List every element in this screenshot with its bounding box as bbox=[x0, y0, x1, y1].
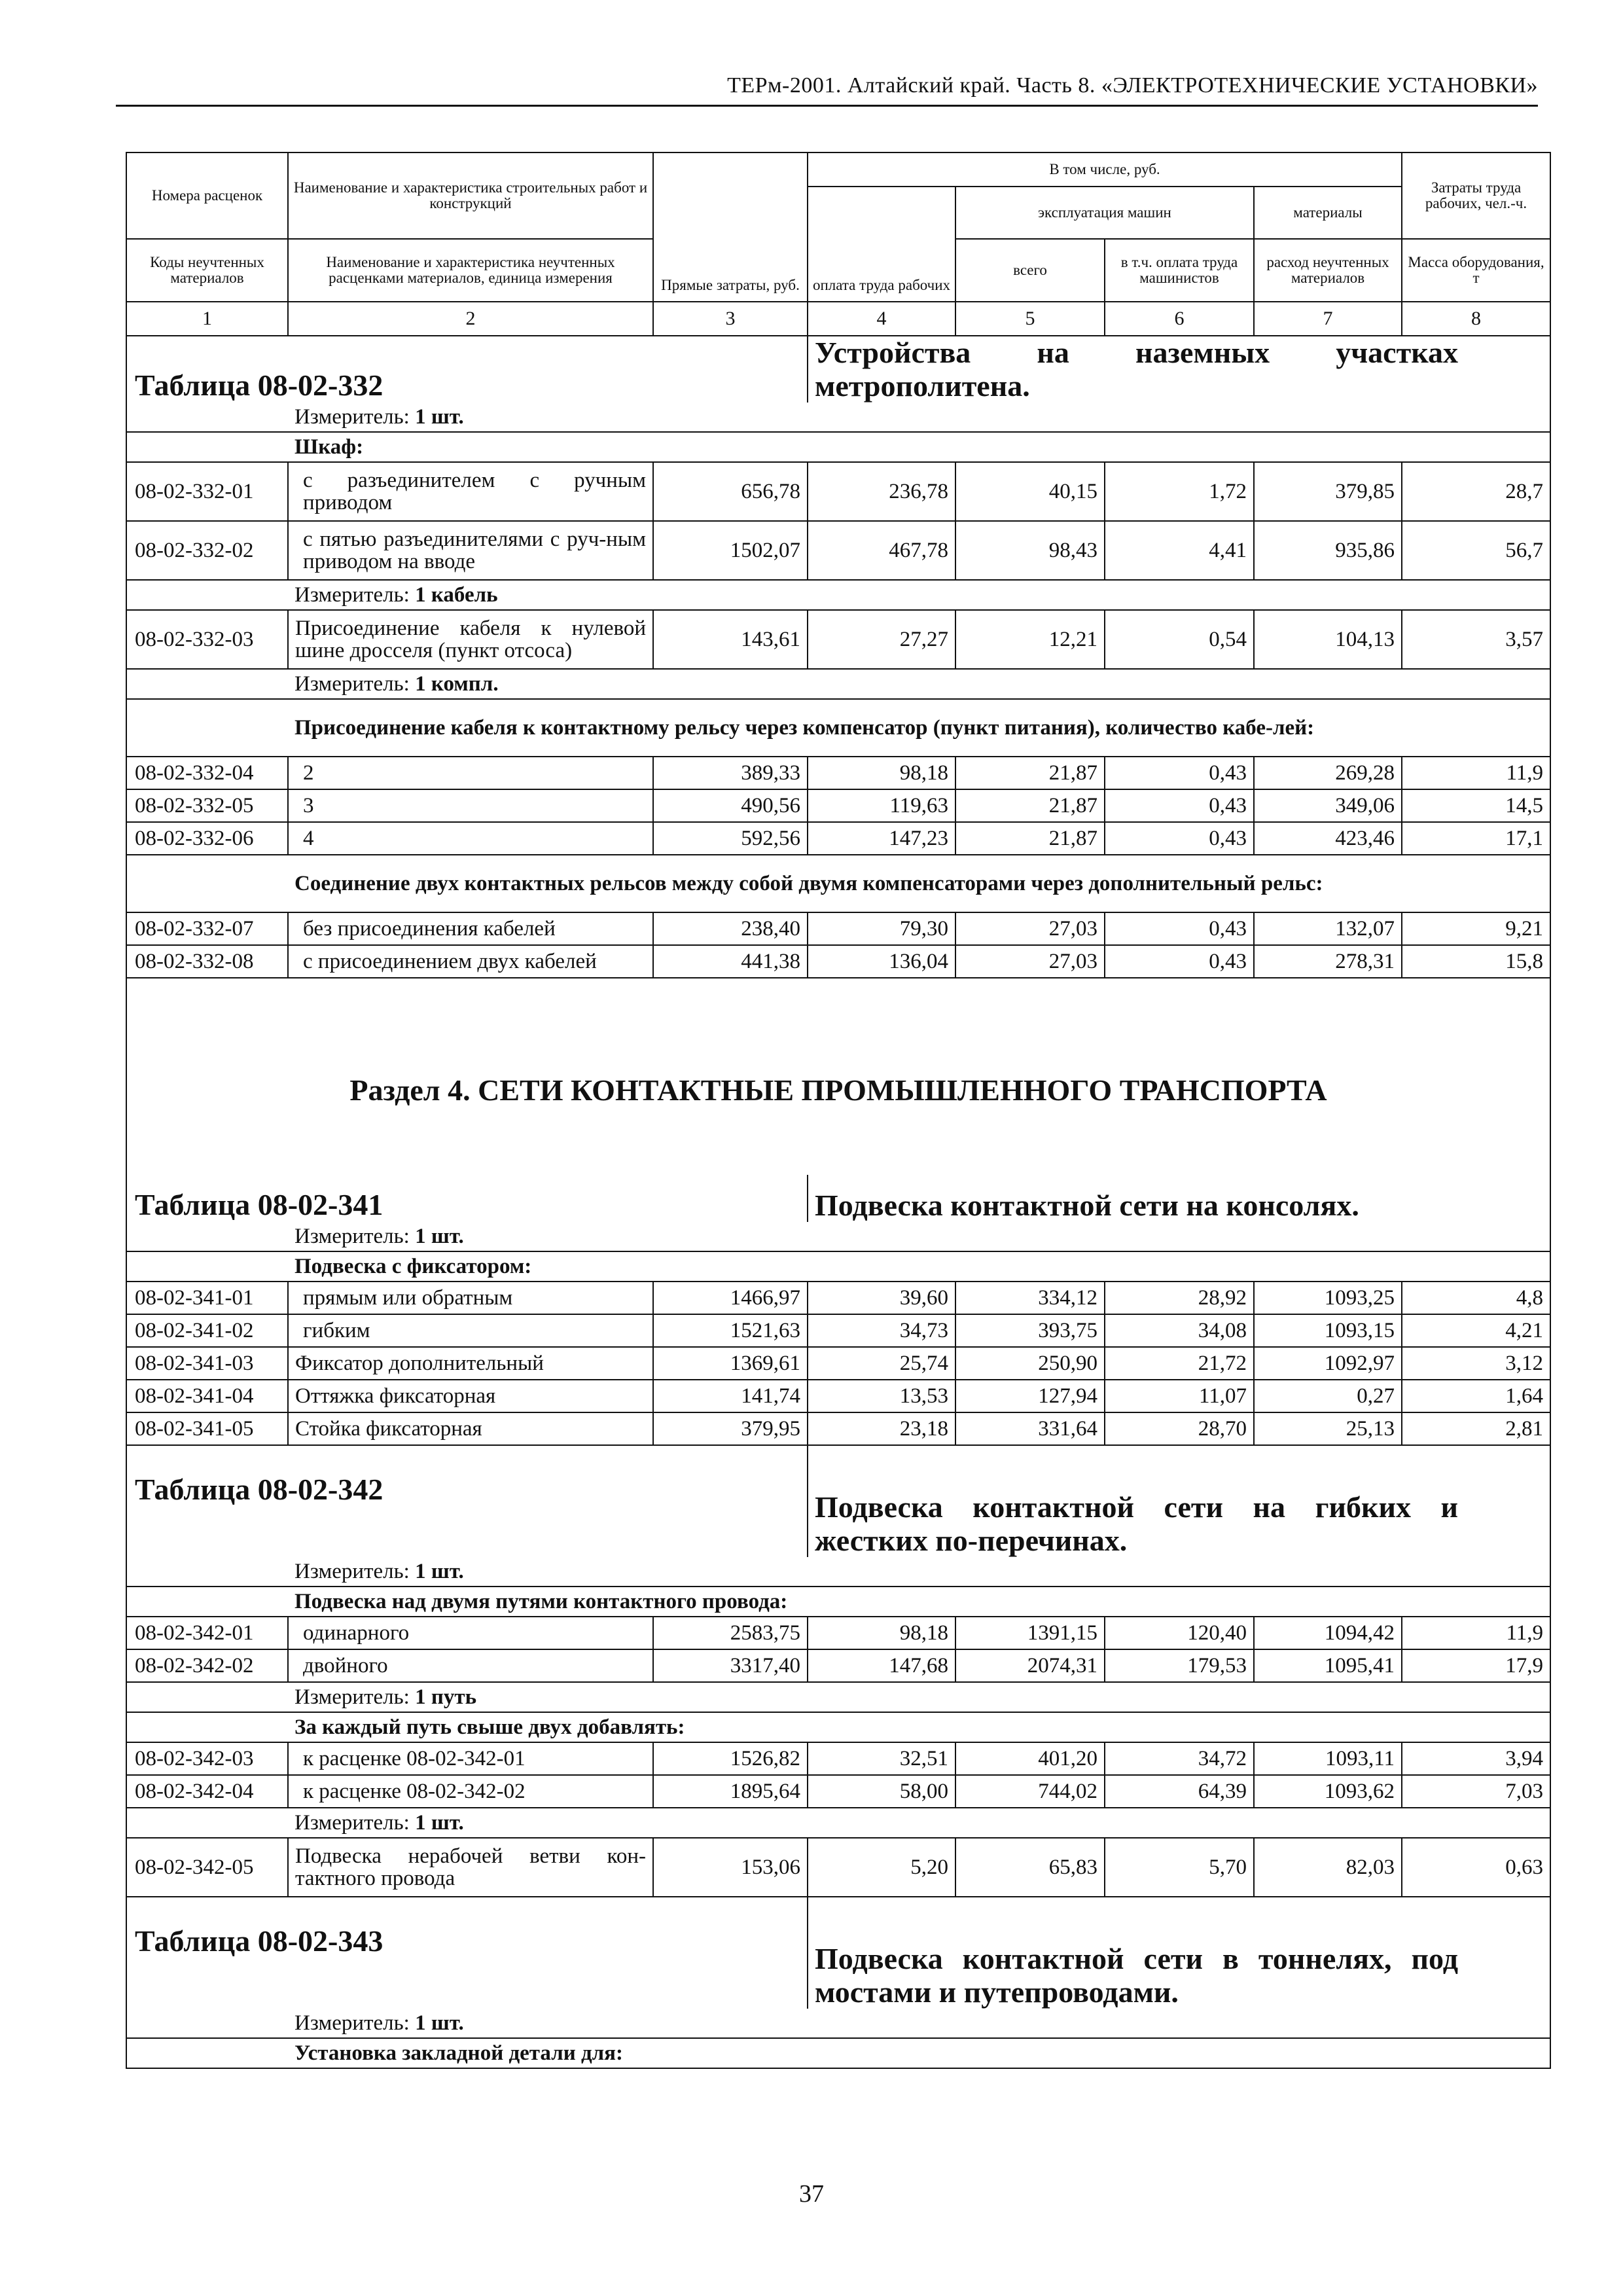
table-row bbox=[126, 610, 1550, 669]
rate-name: 4 bbox=[288, 822, 653, 855]
direct-costs: 1526,82 bbox=[653, 1742, 808, 1775]
machines-total: 98,43 bbox=[955, 521, 1105, 580]
measure-label: Измеритель: bbox=[294, 583, 410, 607]
machines-total: 401,20 bbox=[955, 1742, 1105, 1775]
rate-code: 08-02-332-07 bbox=[126, 912, 288, 945]
labor-costs: 17,1 bbox=[1402, 822, 1550, 855]
machinists-pay: 0,43 bbox=[1105, 822, 1254, 855]
rate-code: 08-02-332-05 bbox=[126, 789, 288, 822]
labor-costs: 56,7 bbox=[1402, 521, 1550, 580]
table-name: Подвеска контактной сети в тоннелях, под мостами и путепроводами. bbox=[808, 1897, 1550, 2009]
table-row bbox=[126, 1380, 1550, 1412]
rate-code: 08-02-342-03 bbox=[126, 1742, 288, 1775]
machinists-pay: 64,39 bbox=[1105, 1775, 1254, 1808]
col-header-machines: эксплуатация машин bbox=[955, 187, 1254, 239]
materials: 1093,11 bbox=[1254, 1742, 1402, 1775]
table-row bbox=[126, 822, 1550, 855]
labor-costs: 1,64 bbox=[1402, 1380, 1550, 1412]
machinists-pay: 0,54 bbox=[1105, 610, 1254, 669]
direct-costs: 389,33 bbox=[653, 757, 808, 789]
col-header-mat-usage: расход неучтенных материалов bbox=[1254, 239, 1402, 302]
page-number: 37 bbox=[799, 2180, 824, 2208]
machinists-pay: 28,70 bbox=[1105, 1412, 1254, 1445]
group-heading: Присоединение кабеля к контактному рельсу через компенсатор (пункт питания), количество кабе-лей: bbox=[288, 699, 1550, 757]
rate-code: 08-02-342-04 bbox=[126, 1775, 288, 1808]
labor-costs: 7,03 bbox=[1402, 1775, 1550, 1808]
labor-costs: 17,9 bbox=[1402, 1649, 1550, 1682]
labor-costs: 3,57 bbox=[1402, 610, 1550, 669]
labor-pay: 467,78 bbox=[808, 521, 955, 580]
direct-costs: 1502,07 bbox=[653, 521, 808, 580]
machinists-pay: 0,43 bbox=[1105, 912, 1254, 945]
table-row bbox=[126, 521, 1550, 580]
table-name: Подвеска контактной сети на гибких и жестких по-перечинах. bbox=[808, 1445, 1550, 1557]
labor-pay: 32,51 bbox=[808, 1742, 955, 1775]
machines-total: 334,12 bbox=[955, 1282, 1105, 1314]
direct-costs: 656,78 bbox=[653, 462, 808, 521]
rate-name: Присоединение кабеля к нулевой шине дросселя (пункт отсоса) bbox=[288, 610, 653, 669]
materials: 278,31 bbox=[1254, 945, 1402, 978]
col-number: 8 bbox=[1402, 302, 1550, 336]
table-row bbox=[126, 1314, 1550, 1347]
rate-code: 08-02-332-06 bbox=[126, 822, 288, 855]
machines-total: 27,03 bbox=[955, 945, 1105, 978]
table-name: Подвеска контактной сети на консолях. bbox=[808, 1175, 1550, 1222]
measure-line bbox=[288, 1682, 1550, 1712]
measure-label: Измеритель: bbox=[294, 1810, 410, 1835]
labor-pay: 119,63 bbox=[808, 789, 955, 822]
materials: 0,27 bbox=[1254, 1380, 1402, 1412]
machinists-pay: 5,70 bbox=[1105, 1838, 1254, 1897]
col-header-direct-costs: Прямые затраты, руб. bbox=[653, 152, 808, 302]
labor-pay: 147,68 bbox=[808, 1649, 955, 1682]
group-heading: Соединение двух контактных рельсов между собой двумя компенсаторами через дополнительный рельс: bbox=[288, 855, 1550, 912]
table-row bbox=[126, 462, 1550, 521]
direct-costs: 379,95 bbox=[653, 1412, 808, 1445]
machines-total: 21,87 bbox=[955, 789, 1105, 822]
measure-line bbox=[288, 403, 1550, 432]
col-header-incl: В том числе, руб. bbox=[808, 152, 1402, 187]
machines-total: 1391,15 bbox=[955, 1617, 1105, 1649]
rate-name: 2 bbox=[288, 757, 653, 789]
machinists-pay: 0,43 bbox=[1105, 945, 1254, 978]
machinists-pay: 21,72 bbox=[1105, 1347, 1254, 1380]
materials: 349,06 bbox=[1254, 789, 1402, 822]
labor-costs: 0,63 bbox=[1402, 1838, 1550, 1897]
rates-table bbox=[126, 152, 1551, 2069]
direct-costs: 1369,61 bbox=[653, 1347, 808, 1380]
rate-code: 08-02-341-01 bbox=[126, 1282, 288, 1314]
rate-code: 08-02-341-03 bbox=[126, 1347, 288, 1380]
rate-name: одинарного bbox=[288, 1617, 653, 1649]
table-row bbox=[126, 1649, 1550, 1682]
materials: 25,13 bbox=[1254, 1412, 1402, 1445]
rate-name: Стойка фиксаторная bbox=[288, 1412, 653, 1445]
labor-pay: 23,18 bbox=[808, 1412, 955, 1445]
machines-total: 331,64 bbox=[955, 1412, 1105, 1445]
table-row bbox=[126, 1838, 1550, 1897]
measure-label: Измеритель: bbox=[294, 1559, 410, 1583]
labor-pay: 79,30 bbox=[808, 912, 955, 945]
machinists-pay: 1,72 bbox=[1105, 462, 1254, 521]
col-header-total: всего bbox=[955, 239, 1105, 302]
materials: 1094,42 bbox=[1254, 1617, 1402, 1649]
table-row bbox=[126, 1775, 1550, 1808]
rate-name: гибким bbox=[288, 1314, 653, 1347]
labor-pay: 58,00 bbox=[808, 1775, 955, 1808]
materials: 1093,25 bbox=[1254, 1282, 1402, 1314]
measure-label: Измеритель: bbox=[294, 2011, 410, 2035]
col-header-labor-pay: оплата труда рабочих bbox=[808, 187, 955, 302]
direct-costs: 441,38 bbox=[653, 945, 808, 978]
table-number: Таблица 08-02-341 bbox=[126, 1175, 808, 1222]
machinists-pay: 28,92 bbox=[1105, 1282, 1254, 1314]
col-header-mat-codes: Коды неучтенных материалов bbox=[126, 239, 288, 302]
materials: 82,03 bbox=[1254, 1838, 1402, 1897]
labor-costs: 4,21 bbox=[1402, 1314, 1550, 1347]
materials: 935,86 bbox=[1254, 521, 1402, 580]
labor-costs: 14,5 bbox=[1402, 789, 1550, 822]
measure-unit: 1 шт. bbox=[415, 2011, 464, 2035]
rate-code: 08-02-332-02 bbox=[126, 521, 288, 580]
table-row bbox=[126, 757, 1550, 789]
rate-code: 08-02-342-01 bbox=[126, 1617, 288, 1649]
machines-total: 40,15 bbox=[955, 462, 1105, 521]
rate-name: с присоединением двух кабелей bbox=[288, 945, 653, 978]
direct-costs: 2583,75 bbox=[653, 1617, 808, 1649]
col-header-rates-no: Номера расценок bbox=[126, 152, 288, 239]
machines-total: 250,90 bbox=[955, 1347, 1105, 1380]
rate-code: 08-02-341-05 bbox=[126, 1412, 288, 1445]
materials: 1093,62 bbox=[1254, 1775, 1402, 1808]
machinists-pay: 34,72 bbox=[1105, 1742, 1254, 1775]
col-header-work-name: Наименование и характеристика строительных работ и конструкций bbox=[288, 152, 653, 239]
measure-label: Измеритель: bbox=[294, 1224, 410, 1248]
table-number: Таблица 08-02-343 bbox=[126, 1897, 808, 2009]
group-heading: Подвеска с фиксатором: bbox=[288, 1251, 1550, 1282]
direct-costs: 143,61 bbox=[653, 610, 808, 669]
machines-total: 12,21 bbox=[955, 610, 1105, 669]
machines-total: 21,87 bbox=[955, 757, 1105, 789]
direct-costs: 1521,63 bbox=[653, 1314, 808, 1347]
measure-unit: 1 шт. bbox=[415, 404, 464, 429]
labor-pay: 13,53 bbox=[808, 1380, 955, 1412]
machinists-pay: 0,43 bbox=[1105, 757, 1254, 789]
machinists-pay: 4,41 bbox=[1105, 521, 1254, 580]
materials: 104,13 bbox=[1254, 610, 1402, 669]
machines-total: 21,87 bbox=[955, 822, 1105, 855]
materials: 1093,15 bbox=[1254, 1314, 1402, 1347]
table-name: Устройства на наземных участках метрополитена. bbox=[808, 336, 1550, 403]
section-title: Раздел 4. СЕТИ КОНТАКТНЫЕ ПРОМЫШЛЕННОГО ТРАНСПОРТА bbox=[126, 978, 1550, 1175]
direct-costs: 3317,40 bbox=[653, 1649, 808, 1682]
rate-name: Подвеска нерабочей ветви кон-тактного провода bbox=[288, 1838, 653, 1897]
labor-pay: 136,04 bbox=[808, 945, 955, 978]
rate-name: Фиксатор дополнительный bbox=[288, 1347, 653, 1380]
labor-pay: 34,73 bbox=[808, 1314, 955, 1347]
table-row bbox=[126, 945, 1550, 978]
rate-name: к расценке 08-02-342-01 bbox=[288, 1742, 653, 1775]
materials: 423,46 bbox=[1254, 822, 1402, 855]
measure-unit: 1 путь bbox=[415, 1685, 477, 1709]
materials: 1095,41 bbox=[1254, 1649, 1402, 1682]
running-header: ТЕРм-2001. Алтайский край. Часть 8. «ЭЛЕКТРОТЕХНИЧЕСКИЕ УСТАНОВКИ» bbox=[116, 73, 1538, 107]
materials: 379,85 bbox=[1254, 462, 1402, 521]
measure-unit: 1 кабель bbox=[415, 583, 498, 607]
measure-label: Измеритель: bbox=[294, 672, 410, 696]
direct-costs: 1895,64 bbox=[653, 1775, 808, 1808]
table-number: Таблица 08-02-342 bbox=[126, 1445, 808, 1557]
labor-costs: 2,81 bbox=[1402, 1412, 1550, 1445]
direct-costs: 153,06 bbox=[653, 1838, 808, 1897]
rate-code: 08-02-332-04 bbox=[126, 757, 288, 789]
table-row bbox=[126, 1282, 1550, 1314]
materials: 1092,97 bbox=[1254, 1347, 1402, 1380]
labor-costs: 28,7 bbox=[1402, 462, 1550, 521]
machines-total: 65,83 bbox=[955, 1838, 1105, 1897]
col-number: 1 bbox=[126, 302, 288, 336]
labor-pay: 98,18 bbox=[808, 757, 955, 789]
col-header-materials: материалы bbox=[1254, 187, 1402, 239]
table-row bbox=[126, 1617, 1550, 1649]
rate-name: с разъединителем с ручным приводом bbox=[288, 462, 653, 521]
table-row bbox=[126, 1412, 1550, 1445]
measure-line bbox=[288, 1222, 1550, 1251]
rate-name: прямым или обратным bbox=[288, 1282, 653, 1314]
rate-name: Оттяжка фиксаторная bbox=[288, 1380, 653, 1412]
rate-code: 08-02-341-02 bbox=[126, 1314, 288, 1347]
machinists-pay: 11,07 bbox=[1105, 1380, 1254, 1412]
labor-pay: 98,18 bbox=[808, 1617, 955, 1649]
table-row bbox=[126, 912, 1550, 945]
materials: 132,07 bbox=[1254, 912, 1402, 945]
labor-pay: 5,20 bbox=[808, 1838, 955, 1897]
rate-code: 08-02-332-01 bbox=[126, 462, 288, 521]
rate-name: 3 bbox=[288, 789, 653, 822]
labor-costs: 11,9 bbox=[1402, 1617, 1550, 1649]
direct-costs: 592,56 bbox=[653, 822, 808, 855]
materials: 269,28 bbox=[1254, 757, 1402, 789]
measure-unit: 1 шт. bbox=[415, 1559, 464, 1583]
labor-pay: 27,27 bbox=[808, 610, 955, 669]
machines-total: 2074,31 bbox=[955, 1649, 1105, 1682]
labor-costs: 3,94 bbox=[1402, 1742, 1550, 1775]
machinists-pay: 179,53 bbox=[1105, 1649, 1254, 1682]
col-number: 2 bbox=[288, 302, 653, 336]
machinists-pay: 120,40 bbox=[1105, 1617, 1254, 1649]
machines-total: 27,03 bbox=[955, 912, 1105, 945]
col-header-labor-costs: Затраты труда рабочих, чел.-ч. bbox=[1402, 152, 1550, 239]
labor-costs: 9,21 bbox=[1402, 912, 1550, 945]
labor-pay: 25,74 bbox=[808, 1347, 955, 1380]
measure-unit: 1 компл. bbox=[415, 672, 499, 696]
machinists-pay: 0,43 bbox=[1105, 789, 1254, 822]
rate-code: 08-02-332-08 bbox=[126, 945, 288, 978]
rate-name: без присоединения кабелей bbox=[288, 912, 653, 945]
labor-pay: 39,60 bbox=[808, 1282, 955, 1314]
labor-pay: 147,23 bbox=[808, 822, 955, 855]
labor-pay: 236,78 bbox=[808, 462, 955, 521]
col-number: 5 bbox=[955, 302, 1105, 336]
measure-label: Измеритель: bbox=[294, 404, 410, 429]
col-header-mat-name: Наименование и характеристика неучтенных расценками материалов, единица измерения bbox=[288, 239, 653, 302]
rate-code: 08-02-342-02 bbox=[126, 1649, 288, 1682]
measure-line bbox=[288, 2009, 1550, 2038]
measure-label: Измеритель: bbox=[294, 1685, 410, 1709]
col-number: 6 bbox=[1105, 302, 1254, 336]
group-heading: Шкаф: bbox=[288, 432, 1550, 462]
col-header-incl-mach-pay: в т.ч. оплата труда машинистов bbox=[1105, 239, 1254, 302]
group-heading: Подвеска над двумя путями контактного провода: bbox=[288, 1587, 1550, 1617]
measure-line bbox=[288, 1557, 1550, 1587]
direct-costs: 238,40 bbox=[653, 912, 808, 945]
direct-costs: 1466,97 bbox=[653, 1282, 808, 1314]
labor-costs: 3,12 bbox=[1402, 1347, 1550, 1380]
labor-costs: 11,9 bbox=[1402, 757, 1550, 789]
group-heading: Установка закладной детали для: bbox=[288, 2038, 1550, 2068]
rate-code: 08-02-332-03 bbox=[126, 610, 288, 669]
machines-total: 127,94 bbox=[955, 1380, 1105, 1412]
measure-unit: 1 шт. bbox=[415, 1224, 464, 1248]
col-header-equip-mass: Масса оборудования, т bbox=[1402, 239, 1550, 302]
table-row bbox=[126, 789, 1550, 822]
measure-line bbox=[288, 1808, 1550, 1838]
table-number: Таблица 08-02-332 bbox=[126, 336, 808, 403]
table-row bbox=[126, 1347, 1550, 1380]
machinists-pay: 34,08 bbox=[1105, 1314, 1254, 1347]
rate-name: с пятью разъединителями с руч-ным приводом на вводе bbox=[288, 521, 653, 580]
machines-total: 744,02 bbox=[955, 1775, 1105, 1808]
group-heading: За каждый путь свыше двух добавлять: bbox=[288, 1712, 1550, 1742]
measure-line bbox=[288, 580, 1550, 610]
rate-name: к расценке 08-02-342-02 bbox=[288, 1775, 653, 1808]
rate-name: двойного bbox=[288, 1649, 653, 1682]
direct-costs: 141,74 bbox=[653, 1380, 808, 1412]
col-number: 4 bbox=[808, 302, 955, 336]
measure-line bbox=[288, 669, 1550, 699]
measure-unit: 1 шт. bbox=[415, 1810, 464, 1835]
col-number: 3 bbox=[653, 302, 808, 336]
direct-costs: 490,56 bbox=[653, 789, 808, 822]
machines-total: 393,75 bbox=[955, 1314, 1105, 1347]
labor-costs: 15,8 bbox=[1402, 945, 1550, 978]
labor-costs: 4,8 bbox=[1402, 1282, 1550, 1314]
table-row bbox=[126, 1742, 1550, 1775]
col-number: 7 bbox=[1254, 302, 1402, 336]
rate-code: 08-02-341-04 bbox=[126, 1380, 288, 1412]
rate-code: 08-02-342-05 bbox=[126, 1838, 288, 1897]
